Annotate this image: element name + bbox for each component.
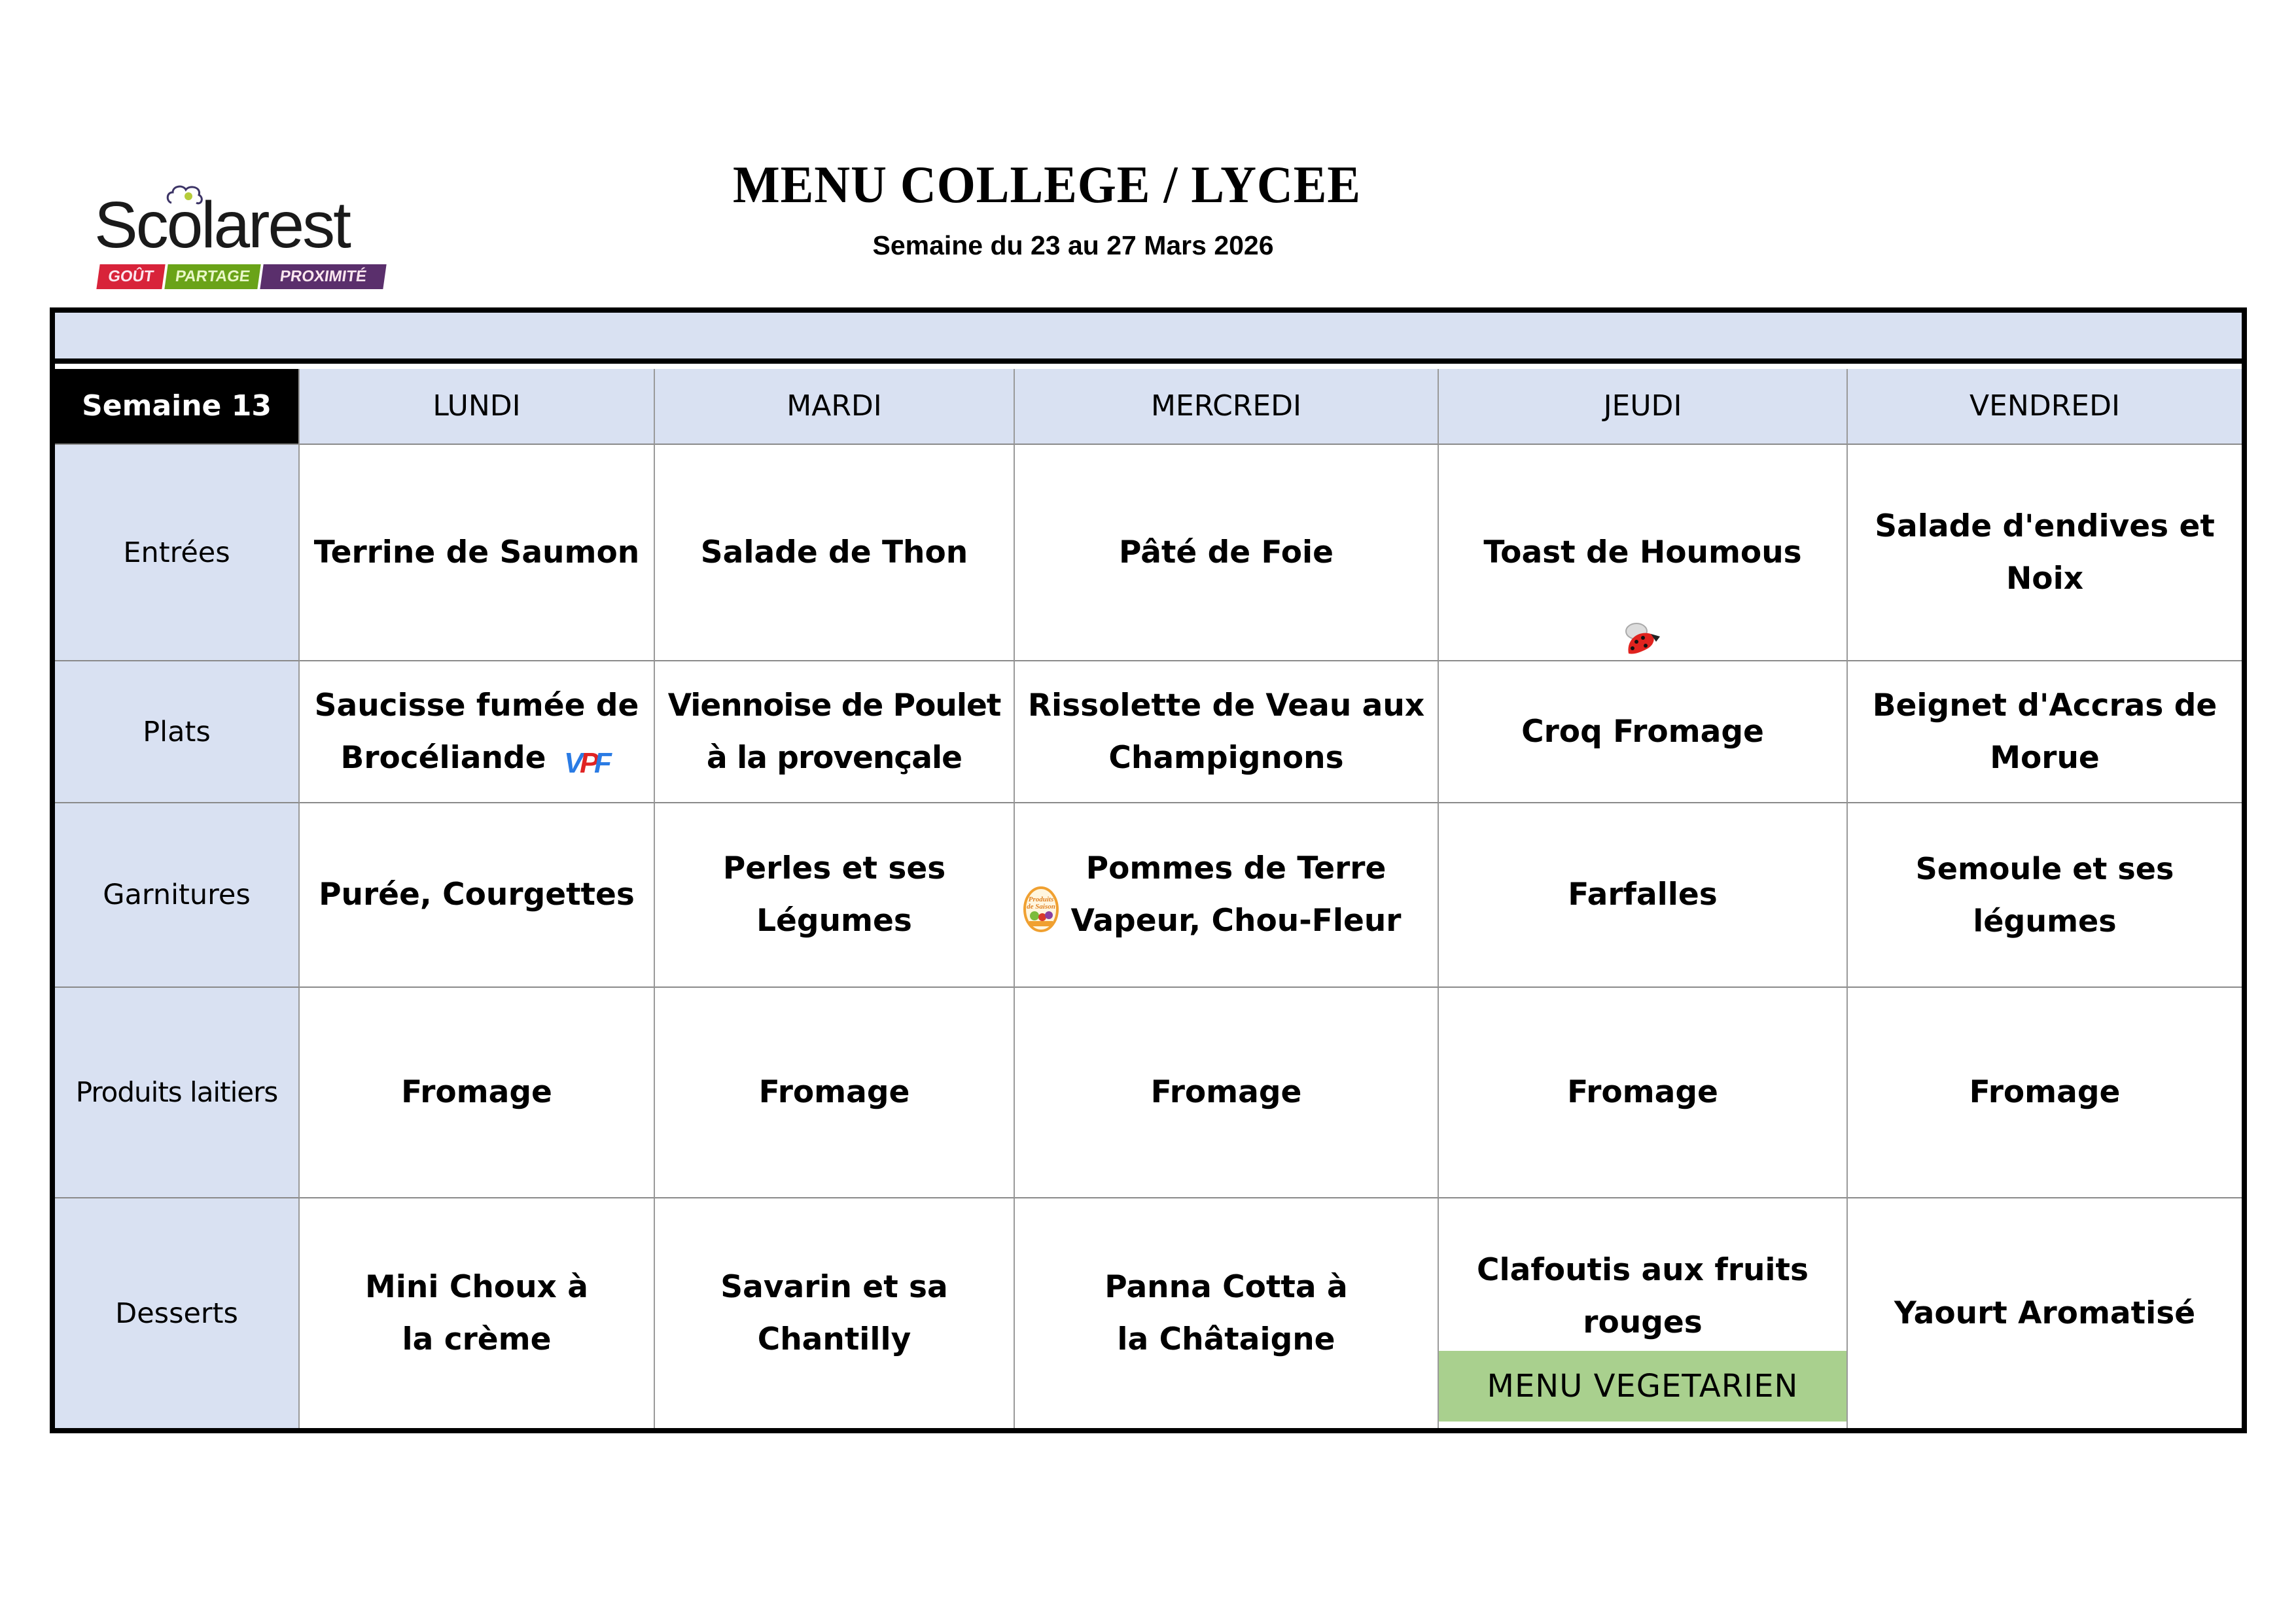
vpf-label-icon	[563, 741, 612, 778]
week-subtitle: Semaine du 23 au 27 Mars 2026	[872, 230, 1274, 260]
vegetarian-menu-badge: MENU VEGETARIEN	[1439, 1351, 1846, 1422]
menu-cell-text: Clafoutis aux fruits rouges	[1477, 1252, 1809, 1340]
day-header-mercredi: MERCREDI	[1015, 369, 1439, 445]
svg-text:V: V	[564, 747, 584, 778]
menu-cell: Salade d'endives et Noix	[1848, 445, 2242, 661]
svg-text:F: F	[594, 747, 612, 778]
logo-tagline	[98, 264, 385, 289]
svg-text:de Saison: de Saison	[1027, 903, 1055, 911]
day-header-mardi: MARDI	[655, 369, 1015, 445]
tagline-proximite: PROXIMITÉ	[260, 264, 386, 289]
menu-cell: Savarin et sa Chantilly	[655, 1198, 1015, 1428]
day-header-lundi: LUNDI	[300, 369, 655, 445]
menu-cell: Croq Fromage	[1439, 661, 1848, 803]
menu-cell: Fromage	[655, 988, 1015, 1198]
menu-cell-text: Toast de Houmous	[1483, 534, 1802, 570]
row-label-garnitures: Garnitures	[55, 803, 300, 988]
menu-cell: Yaourt Aromatisé	[1848, 1198, 2242, 1428]
menu-cell: Terrine de Saumon	[300, 445, 655, 661]
menu-cell: Semoule et ses légumes	[1848, 803, 2242, 988]
menu-cell-vegetarian	[1439, 1198, 1848, 1428]
menu-cell: Pâté de Foie	[1015, 445, 1439, 661]
table-banner-row	[55, 313, 2242, 364]
page-title: MENU COLLEGE / LYCEE	[732, 156, 1362, 214]
menu-cell: Fromage	[1439, 988, 1848, 1198]
row-label-produits-laitiers: Produits laitiers	[55, 988, 300, 1198]
menu-cell-with-icon	[1015, 803, 1439, 988]
row-label-plats: Plats	[55, 661, 300, 803]
menu-cell: Viennoise de Poulet à la provençale	[655, 661, 1015, 803]
menu-cell: Perles et ses Légumes	[655, 803, 1015, 988]
menu-cell-text: Pommes de Terre Vapeur, Chou-Fleur	[1070, 850, 1402, 939]
logo-brand: Scolarest	[94, 188, 349, 262]
svg-text:P: P	[580, 747, 599, 778]
menu-grid	[55, 369, 2242, 1428]
svg-text:Produits: Produits	[1028, 896, 1054, 903]
menu-cell: Fromage	[300, 988, 655, 1198]
menu-cell: Purée, Courgettes	[300, 803, 655, 988]
menu-cell-with-icon	[300, 661, 655, 803]
row-label-desserts: Desserts	[55, 1198, 300, 1428]
menu-cell: Rissolette de Veau aux Champignons	[1015, 661, 1439, 803]
menu-cell: Salade de Thon	[655, 445, 1015, 661]
scolarest-logo	[92, 183, 393, 294]
ladybug-icon	[1617, 620, 1669, 656]
menu-cell: Beignet d'Accras de Morue	[1848, 661, 2242, 803]
menu-cell: Panna Cotta à la Châtaigne	[1015, 1198, 1439, 1428]
menu-cell: Fromage	[1015, 988, 1439, 1198]
tagline-partage: PARTAGE	[164, 264, 260, 289]
menu-cell-text: Saucisse fumée de Brocéliande	[314, 687, 639, 776]
tagline-gout: GOÛT	[96, 264, 165, 289]
menu-table	[50, 307, 2247, 1433]
week-number: Semaine 13	[55, 369, 300, 445]
menu-cell-with-icon	[1439, 445, 1848, 661]
menu-cell: Farfalles	[1439, 803, 1848, 988]
day-header-jeudi: JEUDI	[1439, 369, 1848, 445]
day-header-vendredi: VENDREDI	[1848, 369, 2242, 445]
row-label-entrees: Entrées	[55, 445, 300, 661]
menu-cell: Fromage	[1848, 988, 2242, 1198]
produits-de-saison-icon	[1023, 886, 1059, 933]
menu-cell: Mini Choux à la crème	[300, 1198, 655, 1428]
